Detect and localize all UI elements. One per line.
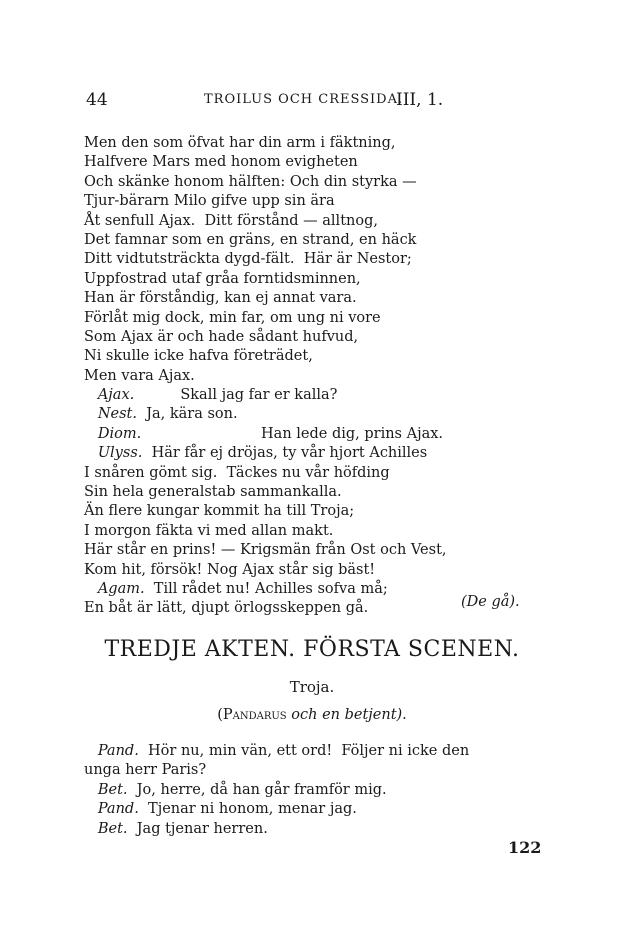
speaker-name: Ulyss. xyxy=(97,445,143,462)
verse-line: Sin hela generalstab sammankalla. xyxy=(84,484,342,501)
verse-line: Halfvere Mars med honom evigheten xyxy=(84,154,358,171)
prose-line xyxy=(84,800,469,819)
indent xyxy=(84,581,98,597)
indent xyxy=(84,406,98,422)
verse-line: I morgon fäkta vi med allan makt. xyxy=(84,522,334,539)
verse-line: Som Ajax är och hade sådant hufvud, xyxy=(84,328,359,345)
character-name: Pandarus xyxy=(222,707,287,723)
verse-line: Här står en prins! — Krigsmän från Ost och Vest, xyxy=(84,542,447,559)
verse-line: Tjur-bärarn Milo gifve upp sin ära xyxy=(84,193,335,210)
verse-line: Han är förståndig, kan ej annat vara. xyxy=(84,290,357,307)
verse-line: I snåren gömt sig. Täckes nu vår höfding xyxy=(84,464,390,481)
prose-line xyxy=(84,781,469,800)
verse-line: Men den som öfvat har din arm i fäktning, xyxy=(84,135,396,151)
speaker-name: Ajax. xyxy=(97,387,135,404)
speaker-name: Bet. xyxy=(97,781,128,798)
verse-line: Ditt vidtutsträckta dygd-fält. Här är Nestor; xyxy=(84,251,412,268)
verse-line: En båt är lätt, djupt örlogsskeppen gå. xyxy=(84,600,369,617)
dramatis-personae xyxy=(0,707,624,723)
page-number: 44 xyxy=(86,90,108,110)
prose-line xyxy=(84,742,469,761)
verse-line: Men vara Ajax. xyxy=(84,367,195,384)
speech-text: Skall jag far er kalla? xyxy=(134,387,338,404)
indent xyxy=(84,387,98,403)
page-header xyxy=(86,90,506,114)
running-title: TROILUS OCH CRESSIDA. xyxy=(204,92,404,107)
signature-mark: 122 xyxy=(508,838,542,857)
dialogue-line xyxy=(84,386,447,405)
speech-text: unga herr Paris? xyxy=(84,762,207,779)
act-scene-marker: III, 1. xyxy=(396,90,444,110)
character-rest: och en betjent). xyxy=(286,707,407,723)
speaker-name: Diom. xyxy=(97,425,142,442)
scene-location: Troja. xyxy=(289,678,335,696)
verse-line: Åt senfull Ajax. Ditt förstånd — alltnog, xyxy=(84,212,378,229)
verse-block xyxy=(84,134,447,619)
verse-line: Det famnar som en gräns, en strand, en häck xyxy=(84,231,417,248)
speech-text: Ja, kära son. xyxy=(136,406,238,423)
speaker-name: Agam. xyxy=(97,580,145,597)
verse-line: Ni skulle icke hafva företrädet, xyxy=(84,348,313,365)
indent xyxy=(84,445,98,461)
dialogue-line xyxy=(84,580,447,599)
prose-dialogue xyxy=(84,742,469,839)
stage-direction: (De gå). xyxy=(461,594,520,610)
speaker-name: Pand. xyxy=(97,743,139,759)
prose-line xyxy=(84,820,469,839)
act-heading: TREDJE AKTEN. FÖRSTA SCENEN. xyxy=(104,637,520,662)
dialogue-line xyxy=(84,405,447,424)
prose-line xyxy=(84,761,469,780)
dialogue-line xyxy=(84,425,447,444)
speaker-name: Bet. xyxy=(97,820,128,837)
verse-line: Förlåt mig dock, min far, om ung ni vore xyxy=(84,309,381,326)
speech-text: Till rådet nu! Achilles sofva må; xyxy=(144,580,388,597)
dialogue-line xyxy=(84,444,447,463)
speech-text: Jo, herre, då han går framför mig. xyxy=(127,781,387,798)
verse-line: Uppfostrad utaf gråa forntidsminnen, xyxy=(84,270,361,287)
speech-text: Jag tjenar herren. xyxy=(127,820,268,837)
speech-text: Han lede dig, prins Ajax. xyxy=(141,425,444,442)
speaker-name: Nest. xyxy=(97,406,137,423)
paren-open: ( xyxy=(217,707,223,723)
speech-text: Hör nu, min vän, ett ord! Följer ni icke den xyxy=(138,743,470,759)
speaker-name: Pand. xyxy=(97,801,139,818)
speech-text: Tjenar ni honom, menar jag. xyxy=(138,801,357,818)
verse-line: Och skänke honom hälften: Och din styrka — xyxy=(84,173,417,190)
indent xyxy=(84,426,98,442)
verse-line: Kom hit, försök! Nog Ajax står sig bäst! xyxy=(84,561,376,578)
speech-text: Här får ej dröjas, ty vår hjort Achilles xyxy=(142,445,428,462)
verse-line: Än flere kungar kommit ha till Troja; xyxy=(84,503,355,520)
